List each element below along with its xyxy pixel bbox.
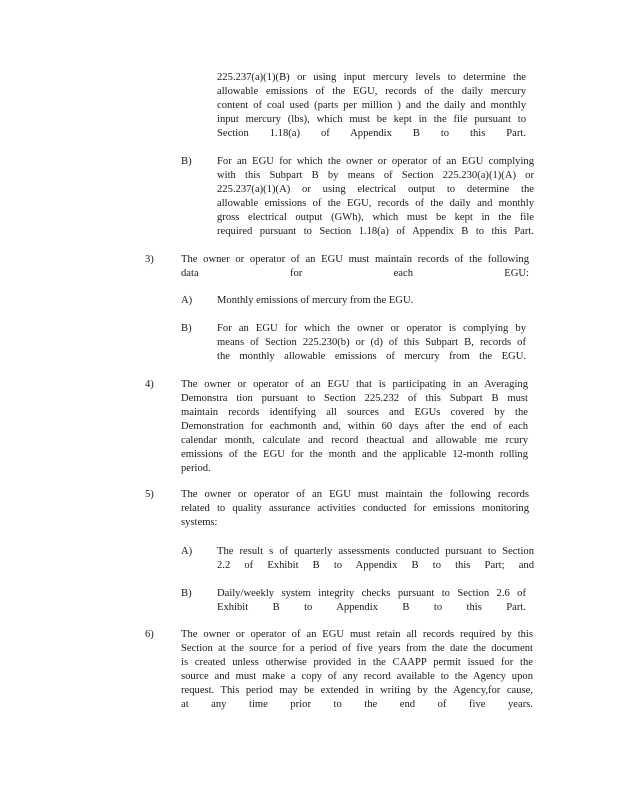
- item-6-text: The owner or operator of an EGU must retain all records required by this Section at the source for a period of five years from the date the document is created unless otherwise provided in the CAAPP permit issued for the source and must make a copy of any record available to the Agency upon request. This period may be extended in writing by the Agency,for cause, at any time prior to the end of five years.: [181, 629, 533, 710]
- item-3b-label: B): [181, 323, 192, 334]
- item-5b-text: Daily/weekly system integrity checks pursuant to Section 2.6 of Exhibit B to Appendix B to this Part.: [217, 588, 526, 613]
- item-3-label: 3): [145, 254, 154, 265]
- item-3-text: The owner or operator of an EGU must maintain records of the following data for each EGU:: [181, 254, 529, 279]
- item-5a-text: The result s of quarterly assessments conducted pursuant to Section 2.2 of Exhibit B to Appendix B to this Part; and: [217, 546, 534, 571]
- item-5a-label: A): [181, 546, 193, 557]
- item-4-text: The owner or operator of an EGU that is participating in an Averaging Demonstra tion pursuant to Section 225.232 of this Subpart B must maintain records identifying all sources and EGUs covered by the Demonstration for eachmonth and, within 60 days after the end of each calendar month, calculate and record theactual and allowable me rcury emissions of the EGU for the month and the applicable 12-month rolling period.: [181, 379, 528, 474]
- item-6-label: 6): [145, 629, 154, 640]
- item-3a-label: A): [181, 295, 193, 306]
- continued-paragraph: 225.237(a)(1)(B) or using input mercury levels to determine the allowable emissions of the EGU, records of the daily mercury content of coal used (parts per million ) and the daily and monthly input mercury (lbs), which must be kept in the file pursuant to Section 1.18(a) of Appendix B to this Part.: [217, 72, 526, 139]
- item-5-text: The owner or operator of an EGU must maintain the following records related to quality assurance activities conducted for emissions monitoring systems:: [181, 489, 529, 528]
- item-4-label: 4): [145, 379, 154, 390]
- item-3b-text: For an EGU for which the owner or operator is complying by means of Section 225.230(b) or (d) of this Subpart B, records of the monthly allowable emissions of mercury from the EGU.: [217, 323, 526, 362]
- item-5b-label: B): [181, 588, 192, 599]
- item-b-label: B): [181, 156, 192, 167]
- item-b-text: For an EGU for which the owner or operator of an EGU complying with this Subpart B by means of Section 225.230(a)(1)(A) or 225.237(a)(1)(A) or using electrical output to determine the allowable emissions of the EGU, records of the daily and monthly gross electrical output (GWh), which must be kept in the file required pursuant to Section 1.18(a) of Appendix B to this Part.: [217, 156, 534, 237]
- item-3a-text: Monthly emissions of mercury from the EGU.: [217, 295, 414, 306]
- item-5-label: 5): [145, 489, 154, 500]
